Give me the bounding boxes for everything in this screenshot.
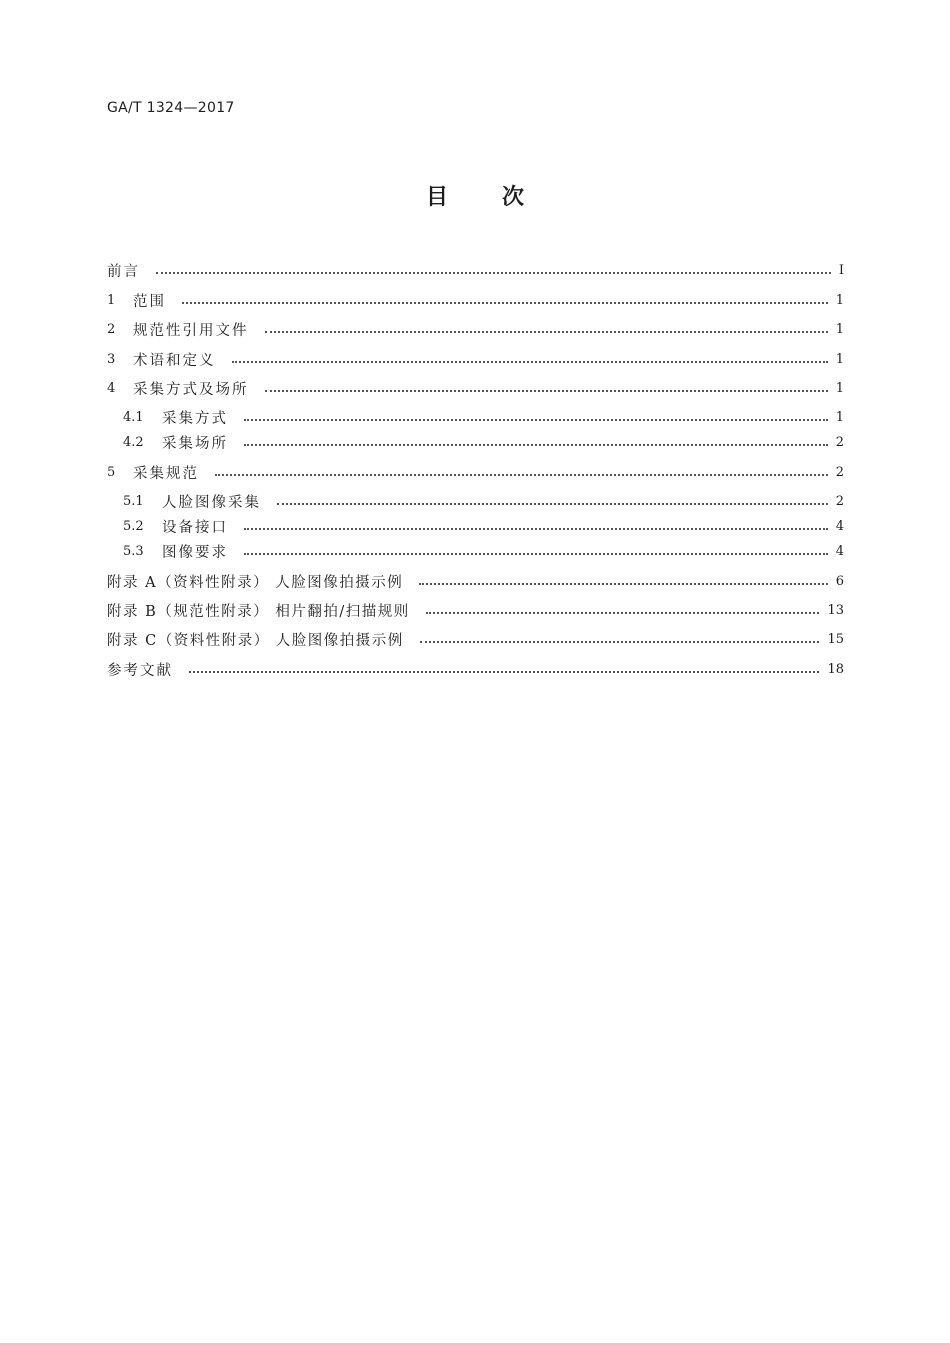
toc-leader-dots	[265, 330, 828, 333]
toc-leader-dots	[244, 552, 828, 555]
toc-entry-5-2[interactable]	[123, 514, 844, 538]
toc-entry-annex-c[interactable]	[107, 627, 844, 651]
toc-entry-label: 术语和定义	[133, 352, 216, 369]
toc-entry-page: 6	[835, 573, 844, 589]
toc-leader-dots	[232, 360, 828, 363]
toc-entry-page: 1	[835, 380, 844, 396]
toc-entry-label: 采集场所	[162, 435, 228, 452]
toc-entry-page: 1	[835, 351, 844, 367]
toc-entry-page: 18	[827, 661, 844, 677]
toc-entry-page: 2	[835, 493, 844, 509]
toc-entry-page: 1	[835, 321, 844, 337]
toc-leader-dots	[215, 473, 828, 476]
toc-entry-label: 规范性引用文件	[133, 322, 249, 339]
toc-entry-label: 附录 B（规范性附录） 相片翻拍/扫描规则	[107, 603, 410, 620]
toc-entry-4-1[interactable]	[123, 405, 844, 429]
toc-entry-number: 5	[107, 464, 116, 480]
toc-leader-dots	[244, 527, 828, 530]
toc-entry-label: 设备接口	[162, 519, 228, 536]
toc-entry-label: 附录 A（资料性附录） 人脸图像拍摄示例	[107, 574, 404, 591]
toc-entry-1[interactable]	[107, 288, 844, 312]
toc-entry-5[interactable]	[107, 460, 844, 484]
toc-entry-label: 附录 C（资料性附录） 人脸图像拍摄示例	[107, 632, 404, 649]
toc-entry-4-2[interactable]	[123, 430, 844, 454]
toc-entry-number: 1	[107, 292, 116, 308]
toc-entry-page: 15	[827, 631, 844, 647]
toc-leader-dots	[426, 611, 820, 614]
toc-entry-5-1[interactable]	[123, 489, 844, 513]
toc-entry-number: 5.1	[123, 493, 144, 509]
toc-entry-label: 前言	[107, 263, 140, 280]
toc-leader-dots	[182, 301, 828, 304]
toc-entry-number: 4.2	[123, 434, 144, 450]
toc-entry-foreword[interactable]	[107, 258, 844, 282]
toc-entry-label: 采集方式	[162, 410, 228, 427]
toc-entry-label: 人脸图像采集	[162, 494, 261, 511]
toc-entry-number: 2	[107, 321, 116, 337]
toc-entry-number: 4.1	[123, 409, 144, 425]
toc-leader-dots	[419, 582, 828, 585]
toc-entry-number: 3	[107, 351, 116, 367]
toc-entry-number: 5.3	[123, 543, 144, 559]
document-code: GA/T 1324—2017	[107, 100, 235, 116]
toc-entry-number: 5.2	[123, 518, 144, 534]
toc-entry-annex-b[interactable]	[107, 598, 844, 622]
page-title: 目次	[425, 185, 578, 210]
toc-entry-page: 1	[835, 292, 844, 308]
toc-entry-page: 4	[835, 518, 844, 534]
toc-entry-page: Ⅰ	[838, 262, 844, 278]
toc-entry-5-3[interactable]	[123, 539, 844, 563]
toc-entry-3[interactable]	[107, 347, 844, 371]
toc-entry-page: 2	[835, 434, 844, 450]
toc-entry-label: 图像要求	[162, 544, 228, 561]
toc-leader-dots	[420, 640, 820, 643]
toc-entry-number: 4	[107, 380, 116, 396]
toc-leader-dots	[277, 502, 828, 505]
toc-entry-label: 范围	[133, 293, 166, 310]
toc-leader-dots	[189, 670, 819, 673]
toc-leader-dots	[244, 418, 828, 421]
toc-entry-page: 13	[827, 602, 844, 618]
toc-entry-page: 1	[835, 409, 844, 425]
toc-entry-bibliography[interactable]	[107, 657, 844, 681]
toc-entry-label: 参考文献	[107, 662, 173, 679]
toc-leader-dots	[265, 389, 828, 392]
toc-entry-label: 采集规范	[133, 465, 199, 482]
toc-entry-2[interactable]	[107, 317, 844, 341]
toc-leader-dots	[244, 443, 828, 446]
toc-entry-4[interactable]	[107, 376, 844, 400]
toc-entry-page: 4	[835, 543, 844, 559]
toc-entry-annex-a[interactable]	[107, 569, 844, 593]
toc-leader-dots	[156, 271, 831, 274]
toc-entry-page: 2	[835, 464, 844, 480]
toc-entry-label: 采集方式及场所	[133, 381, 249, 398]
